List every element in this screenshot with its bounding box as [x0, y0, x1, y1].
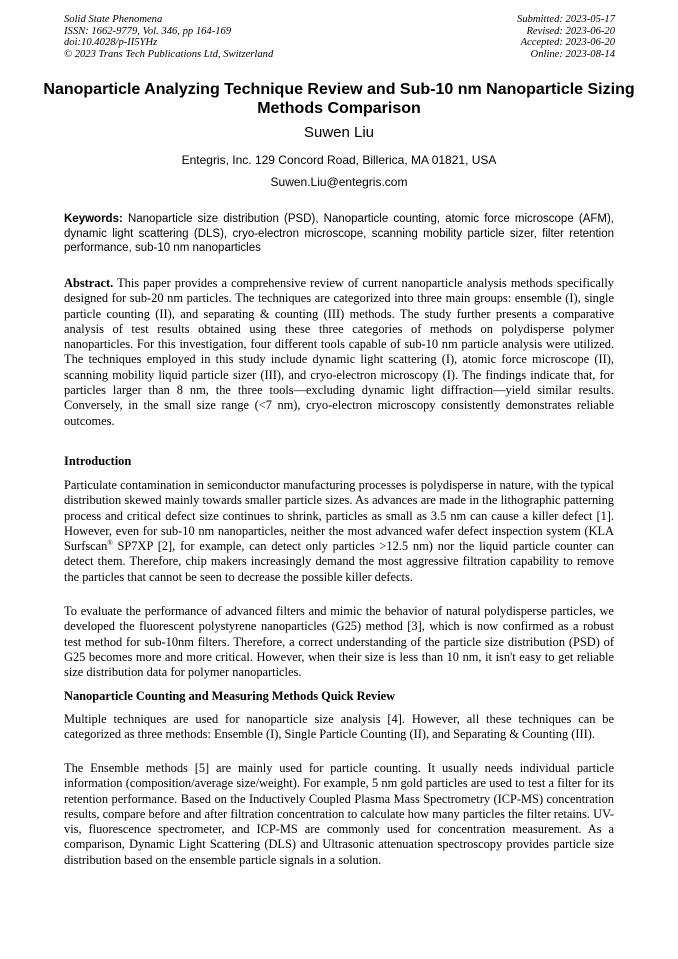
abstract-label: Abstract.	[64, 276, 114, 290]
review-paragraph-1: Multiple techniques are used for nanoparticle size analysis [4]. However, all these techniques can be categorized as three methods: Ensemble (I), Single Particle Counting (II), and Separating & Counting (III).	[64, 712, 614, 742]
keywords-label: Keywords:	[64, 213, 123, 225]
introduction-paragraph-2: To evaluate the performance of advanced filters and mimic the behavior of natural polydisperse particles, we developed the fluorescent polystyrene nanoparticles (G25) method [3], which is now confirmed as a robust test method for sub-10nm filters. Therefore, a correct understanding of the particle size distribution (PSD) of G25 becomes more and more critical. However, when their size is less than 10 nm, it isn't easy to get reliable size distribution data for polymer nanoparticles.	[64, 604, 614, 680]
registered-mark: ®	[107, 539, 113, 548]
review-heading: Nanoparticle Counting and Measuring Methods Quick Review	[64, 689, 396, 703]
keywords	[64, 212, 614, 256]
introduction-p1-part-b: SP7XP [2], for example, can detect only particles >12.5 nm) nor the liquid particle counter can detect them. Therefore, chip makers increasingly demand the most aggressive filtration capability to remove the particles that cannot be seen to decrease the possible killer defects.	[64, 539, 614, 584]
review-paragraph-2: The Ensemble methods [5] are mainly used for particle counting. It usually needs individual particle information (composition/average size/weight). For example, 5 nm gold particles are used to test a filter for its retention performance. Based on the Inductively Coupled Plasma Mass Spectrometry (ICP-MS) concentration results, compare before and after filtration concentration to calculate how many particles the filter retains. UV-vis, fluorescence spectrometer, and ICP-MS are commonly used for concentration measurement. As a comparison, Dynamic Light Scattering (DLS) and Ultrasonic attenuation spectroscopy provides particle size distribution based on the ensemble particle signals in a solution.	[64, 761, 614, 867]
doi: doi:10.4028/p-II5YHz	[64, 37, 158, 49]
journal-info	[64, 14, 273, 60]
accepted-date: Accepted: 2023-06-20	[520, 37, 615, 49]
paper-title: Nanoparticle Analyzing Technique Review and Sub-10 nm Nanoparticle Sizing Methods Comparison	[43, 81, 635, 117]
author-name: Suwen Liu	[303, 124, 375, 141]
introduction-paragraph-1	[64, 478, 614, 585]
issn-volume: ISSN: 1662-9779, Vol. 346, pp 164-169	[64, 25, 232, 37]
abstract-text: This paper provides a comprehensive review of current nanoparticle analysis methods specifically designed for sub-20 nm particles. The techniques are categorized into three main groups: ensemble (I), single particle counting (II), and separating & counting (III) methods. The study further presents a comparative analysis of test results obtained using these three categories of methods on polydisperse polymer nanoparticles. For this investigation, four different tools capable of sub-10 nm particle analysis were utilized. The techniques employed in this study include dynamic light scattering (I), atomic force microscope (II), scanning mobility liquid particle sizer (III), and cryo-electron microscopy (I). The findings indicate that, for particles larger than 8 nm, the three tools—excluding dynamic light diffraction—yield similar results. Conversely, in the small size range (<7 nm), cryo-electron microscopy consistently demonstrates reliable outcomes.	[64, 276, 614, 428]
author-affiliation: Entegris, Inc. 129 Concord Road, Billerica, MA 01821, USA	[181, 153, 497, 167]
abstract	[64, 276, 614, 429]
journal-name: Solid State Phenomena	[64, 14, 163, 25]
introduction-heading: Introduction	[64, 454, 132, 468]
online-date: Online: 2023-08-14	[530, 48, 615, 60]
author-email: Suwen.Liu@entegris.com	[270, 175, 408, 189]
introduction-p1-part-a: Particulate contamination in semiconductor manufacturing processes is polydisperse in nature, with the typical distribution skewed mainly towards smaller particle sizes. As advances are made in the lithographic patterning process and critical defect size continues to shrink, particles as small as 3.5 nm can cause a killer defect [1]. However, even for sub-10 nm nanoparticles, neither the most advanced wafer defect inspection system (KLA Surfscan	[64, 478, 614, 554]
publication-dates	[517, 14, 615, 60]
keywords-text: Nanoparticle size distribution (PSD), Nanoparticle counting, atomic force microscope (AFM), dynamic light scattering (DLS), cryo-electron microscope, scanning mobility particle sizer, filter retention performance, sub-10 nm nanoparticles	[64, 213, 614, 254]
copyright: © 2023 Trans Tech Publications Ltd, Switzerland	[64, 48, 274, 60]
revised-date: Revised: 2023-06-20	[526, 25, 615, 37]
submitted-date: Submitted: 2023-05-17	[517, 14, 615, 25]
